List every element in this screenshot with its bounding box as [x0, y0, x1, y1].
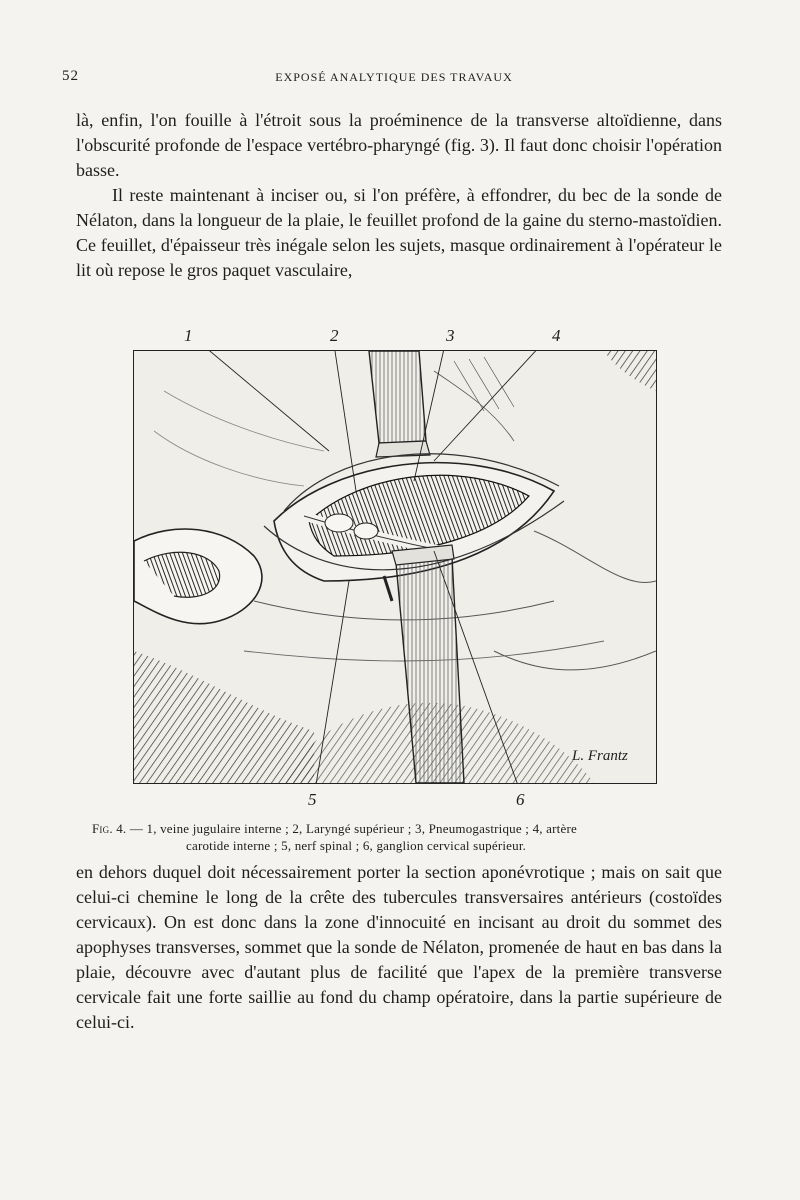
figure-caption [92, 820, 722, 854]
figure-label-3: 3 [446, 326, 455, 345]
upper-text [76, 108, 722, 283]
figure-label-6: 6 [516, 790, 525, 809]
illustrator-signature: L. Frantz [572, 748, 628, 764]
page-number: 52 [62, 68, 79, 84]
figure-label-5: 5 [308, 790, 317, 809]
anatomical-figure [133, 350, 657, 784]
paragraph-continued: là, enfin, l'on fouille à l'étroit sous la proéminence de la transverse altoïdienne, dans l'obscurité profonde de l'espace vertébro-pharyngé (fig. 3). Il faut donc choisir l'opération basse. [76, 110, 722, 180]
surgical-illustration [134, 351, 656, 783]
figure-label-1: 1 [184, 326, 193, 345]
figure-label-2: 2 [330, 326, 339, 345]
page-header [62, 68, 726, 86]
paragraph-section: en dehors duquel doit nécessairement porter la section aponévrotique ; mais on sait que celui-ci chemine le long de la crête des tubercules transversaires antérieurs (costoïdes cervicaux). On est donc dans la zone d'innocuité en incisant au droit du sommet des apophyses transverses, sommet que la sonde de Nélaton, promenée de haut en bas dans la plaie, découvre avec d'autant plus de facilité que l'apex de la première transverse cervicale fait une forte saillie au fond du champ opératoire, dans la partie supérieure de celui-ci. [76, 862, 722, 1032]
running-title: EXPOSÉ ANALYTIQUE DES TRAVAUX [275, 70, 513, 84]
caption-prefix: Fig. 4. [92, 821, 127, 836]
paragraph-incision: Il reste maintenant à inciser ou, si l'on préfère, à effondrer, du bec de la sonde de Nélaton, dans la longueur de la plaie, le feuillet profond de la gaine du sterno-mastoïdien. Ce feuillet, d'épaisseur très inégale selon les sujets, masque ordinairement à l'opérateur le lit où repose le gros paquet vasculaire, [76, 185, 722, 280]
caption-line-1: — 1, veine jugulaire interne ; 2, Laryngé supérieur ; 3, Pneumogastrique ; 4, artère [126, 821, 577, 836]
caption-line-2: carotide interne ; 5, nerf spinal ; 6, ganglion cervical supérieur. [186, 838, 527, 853]
lower-text [76, 860, 722, 1035]
figure-label-4: 4 [552, 326, 561, 345]
